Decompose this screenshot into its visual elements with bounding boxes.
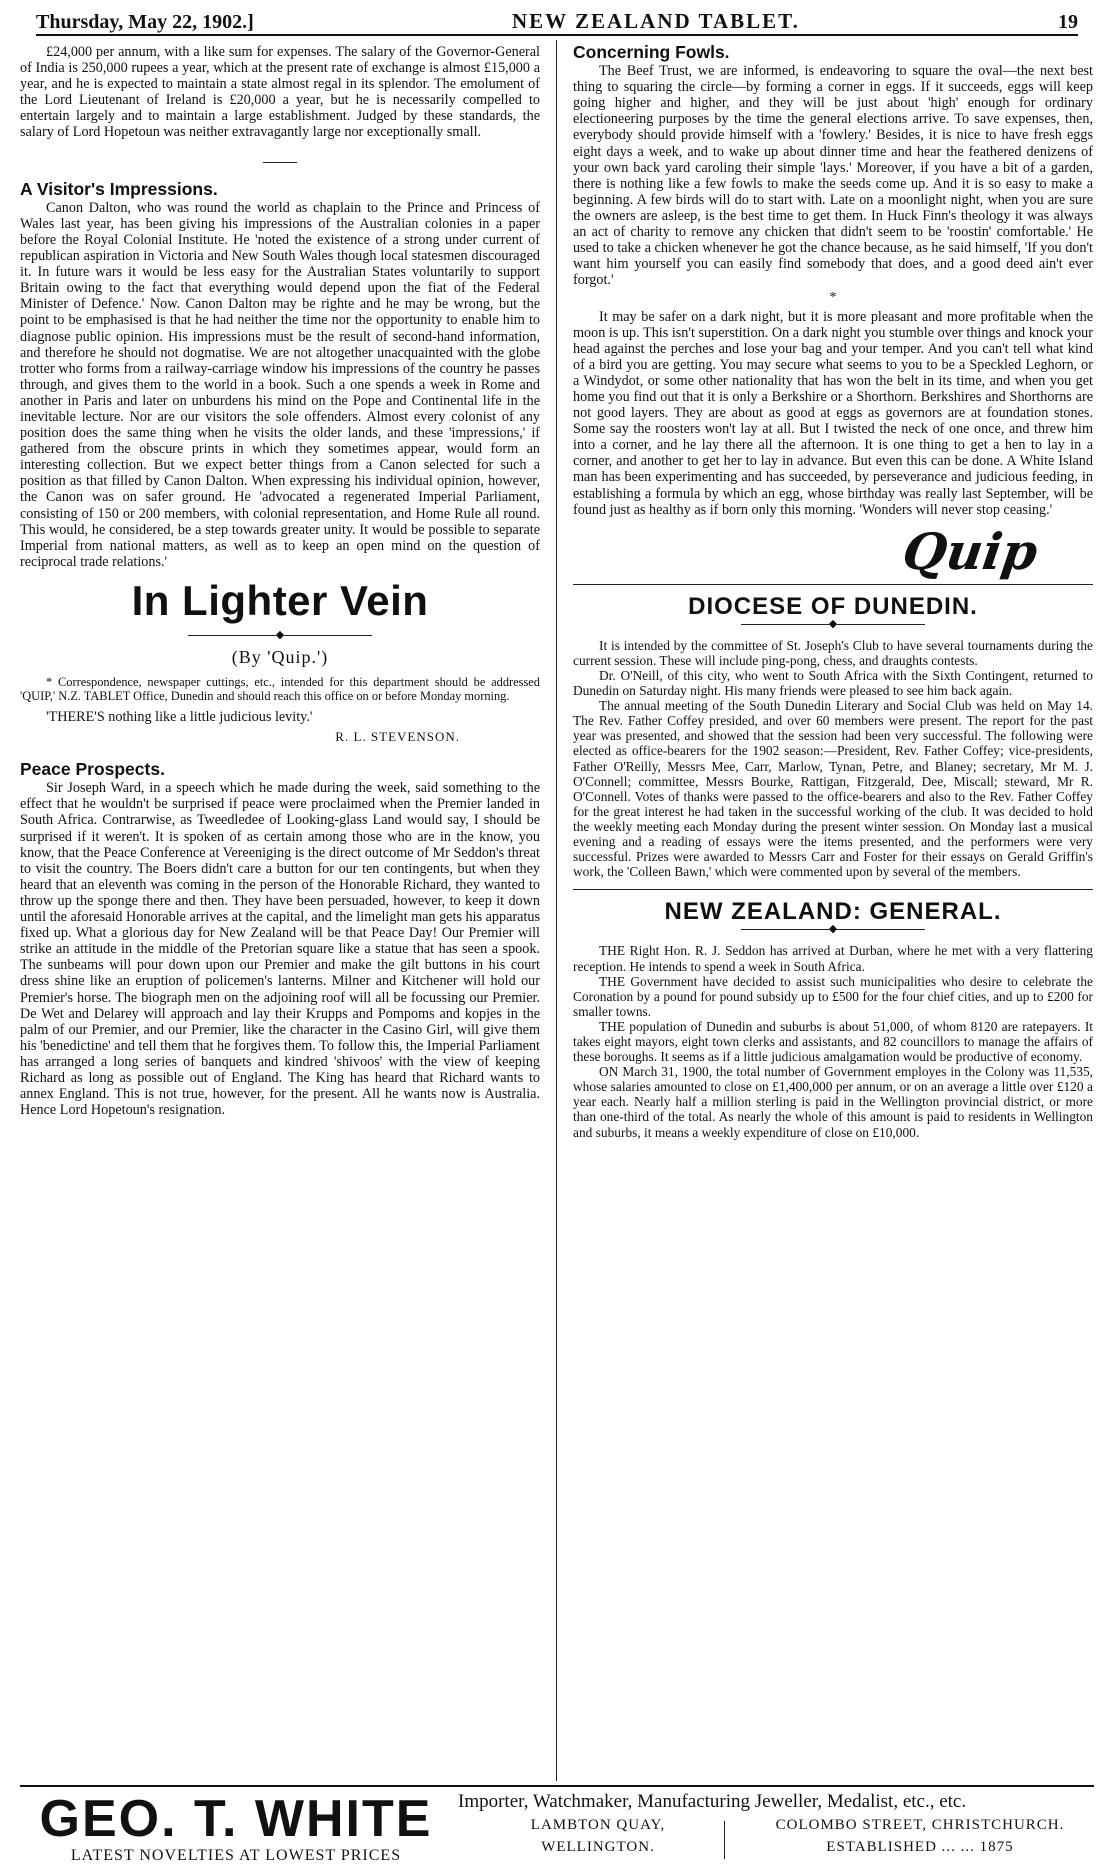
wellington-address-line2: WELLINGTON. [541, 1839, 655, 1855]
quip-signature: Quip [899, 521, 1042, 581]
lighter-vein-title: In Lighter Vein [131, 576, 429, 624]
left-column [20, 44, 540, 1118]
byline: (By 'Quip.') [231, 646, 329, 667]
address-divider [724, 1821, 725, 1859]
right-column [573, 44, 1093, 1140]
dunedin-paragraph-3: The annual meeting of the South Dunedin Literary and Social Club was held on May 14. The Rev. Father Coffey presided, and over 60 members were present. The report for the past year was presented, and showed that the session had been very successful. The following were elected as office-bearers for the 1902 season:—President, Rev. Father Coffey; vice-presidents, Father O'Reilly, Messrs Mee, Carr, Marlow, Tynan, Petre, and Blaney; secretary, Mr M. J. O'Connell; committee, Messrs Bourke, Rattigan, Fitzgerald, Dee, Miscall; steward, Mr R. O'Connell. Votes of thanks were passed to the office-bearers and also to the Rev. Father Coffey for the great interest he had taken in the successful working of the club. It was decided to hold the weekly meeting each Monday during the present winter session. On Monday last a musical evening and a reading of essays were the items presented, and the performers were very successful. Prizes were awarded to Messrs Carr and Foster for their essays on Gerald Griffin's work, the 'Colleen Bawn,' which were commented upon by several of the members. [573, 698, 1093, 880]
fowls-paragraph-1: The Beef Trust, we are informed, is endeavoring to square the oval—the next best thing to squaring the circle—by forming a corner in eggs. If it succeeds, eggs will keep going higher and higher, and they will be just about 'high' enough for ordinary electioneering purposes by the time the general elections arrive. To save expenses, then, everybody should provide himself with a 'fowlery.' Besides, it is nice to have fresh eggs eight days a week, and to wake up about dinner time and hear the feathered denizens of your own back yard caroling their simple 'lays.' Moreover, if you have a bit of a garden, there is nothing like a few fowls to make the seeds come up. And it is so easy to make a beginning. A few birds will do to start with. Late on a moonlight night, when you are sure the owners are asleep, is the best time to get them. In Huck Finn's theology it was always an act of charity to remove any chicken that didn't seem to be 'roostin' comfortable.' He used to take a chicken whenever he got the chance because, as he said himself, 'If you don't want him yourself you can easily find somebody that does, and a good deed ain't ever forgot.' [573, 63, 1093, 289]
ornament-divider: ◆ [573, 923, 1093, 935]
advertiser-name: GEO. T. WHITE [39, 1790, 433, 1848]
stevenson-quote: 'THERE'S nothing like a little judicious levity.' [46, 709, 313, 725]
christchurch-address: COLOMBO STREET, CHRISTCHURCH. [775, 1817, 1065, 1833]
hopetoun-salary-paragraph: £24,000 per annum, with a like sum for expenses. The salary of the Governor-General of India is 250,000 rupees a year, which at the present rate of exchange is almost £15,000 a year, and he is expected to maintain a state almost regal in its splendor. The emolument of the Lord Lieutenant of Ireland is £20,000 a year, but he is necessarily compelled to entertain largely and to maintain a large establishment. Judged by these standards, the salary of Lord Hopetoun was neither extravagantly large nor exceptionally small. [20, 44, 540, 141]
nz-general-heading: NEW ZEALAND: GENERAL. [664, 898, 1002, 926]
advertiser-description: Importer, Watchmaker, Manufacturing Jeweller, Medalist, etc., etc. [458, 1791, 967, 1812]
footer-advertisement [20, 1785, 1094, 1867]
section-dash [20, 151, 540, 167]
dunedin-paragraph-1: It is intended by the committee of St. Joseph's Club to have several tournaments during the current session. These will include ping-pong, chess, and draughts contests. [573, 637, 1093, 668]
concerning-fowls-heading: Concerning Fowls. [573, 42, 730, 62]
ornament-divider: ◆ [20, 629, 540, 641]
nz-paragraph-4: ON March 31, 1900, the total number of Government employes in the Colony was 11,535, whose salaries amounted to close on £1,400,000 per annum, or on an average a little over £120 a year each. Nearly half a million sterling is paid in the Wellington provincial district, or more than one-third of the total. As nearly the whole of this amount is paid to residents in Wellington and suburbs, it means a weekly expenditure of close on £10,000. [573, 1064, 1093, 1140]
section-rule [573, 584, 1093, 585]
diocese-heading: DIOCESE OF DUNEDIN. [688, 592, 978, 620]
header-date: Thursday, May 22, 1902.] [36, 11, 254, 33]
header-rule [36, 34, 1078, 36]
peace-prospects-body: Sir Joseph Ward, in a speech which he made during the week, said something to the effect that he wouldn't be surprised if peace were proclaimed when the Premier landed in South Africa. Contrarwise, as Tweedledee of Looking-glass Land would say, I should be surprised if it weren't. It is spoken of as certain among those who are in the know, you know, that the Peace Conference at Vereeniging is the direct outcome of Mr Seddon's threat to visit the country. The Boers didn't care a button for our ten contingents, but when they heard that an eleventh was coming in the person of the Honorable Richard, they wanted to throw up the sponge there and then. They have been persuaded, however, to keep it down until the aforesaid Honorable arrives at the capital, and the limelight man gets his apparatus fixed up. What a glorious day for New Zealand will be that Peace Day! Our Premier will strike an attitude in the middle of the Pretorian square like a statue that has seen a spook. The sunbeams will pour down upon our Premier and make the gilt buttons in his court dress shine like an eruption of policemen's lanterns. Milner and Kitchener will hold our Premier's horse. The biograph men on the adjoining roof will all be focussing our Premier. De Wet and Delarey will approach and lay their Krupps and Pompoms and kopjes in the palm of our Premier, and our Premier, like the character in the Casino Girl, will give them his 'benedictine' and tell them that he forgives them. To follow this, the Imperial Parliament has arranged a long series of banquets and kindred 'shivoos' with the view of keeping Richard as long as possible out of England. The King has heard that Richard wants to annex England. This is not true, however, for the present. All he wants now is Australia. Hence Lord Hopetoun's resignation. [20, 780, 540, 1119]
nz-paragraph-3: THE population of Dunedin and suburbs is about 51,000, of whom 8120 are ratepayers. It takes eight mayors, eight town clerks and assistants, and 82 councillors to manage the affairs of these boroughs. It seems as if a little judicious amalgamation would be productive of economy. [573, 1018, 1093, 1065]
peace-prospects-heading: Peace Prospects. [20, 759, 165, 780]
fowls-paragraph-2: It may be safer on a dark night, but it is more pleasant and more profitable when the moon is up. This isn't superstition. On a dark night you stumble over things and knock your head against the perches and lose your bag and your temper. And you can't tell what kind of a bird you are getting. You may secure what seems to you to be a Speckled Leghorn, or a Windydot, or some other nationality that has won the belt in its time, and when you get home you find out that it is only a Berkshire or a Shorthorn. Berkshires and Shorthorns are not good layers. They are about as good at eggs as governors are at foundation stones. Some say the roosters won't lay at all. But I twisted the neck of one once, and threw him into a corner, and he lay there all the afternoon. It is one thing to get a hen to lay in a corner, and another to get her to lay in advance. But even this can be done. A White Island man has been experimenting and has succeeded, by perseverance and judicious feeding, in establishing a formula by which an egg, whose birthday was really last September, will be found just as healthy as if born only this morning. 'Wonders will never stop ceasing.' [573, 308, 1093, 518]
page-number: 19 [1058, 11, 1078, 33]
established-year: ESTABLISHED ... ... 1875 [826, 1839, 1014, 1855]
wellington-address-line1: LAMBTON QUAY, [530, 1817, 666, 1833]
correspondence-note: * Correspondence, newspaper cuttings, etc., intended for this department should be addressed 'QUIP,' N.Z. TABLET Office, Dunedin and should reach this office on or before Monday morning. [20, 675, 540, 703]
nz-paragraph-2: THE Government have decided to assist such municipalities who desire to celebrate the Coronation by a pound for pound subsidy up to £500 for the four chief cities, and up to £200 for smaller towns. [573, 973, 1093, 1019]
section-star: * [829, 290, 837, 306]
visitor-impressions-heading: A Visitor's Impressions. [20, 178, 218, 199]
header-title: NEW ZEALAND TABLET. [511, 9, 800, 33]
quote-attribution: R. L. STEVENSON. [335, 729, 460, 745]
page-header [36, 8, 1078, 34]
advertiser-tagline: LATEST NOVELTIES AT LOWEST PRICES [70, 1847, 402, 1864]
dunedin-paragraph-2: Dr. O'Neill, of this city, who went to South Africa with the Sixth Contingent, returned to Dunedin on Saturday night. His many friends were pleased to see him back again. [573, 668, 1093, 699]
ornament-divider: ◆ [573, 618, 1093, 630]
section-rule [573, 889, 1093, 890]
nz-paragraph-1: THE Right Hon. R. J. Seddon has arrived at Durban, where he met with a very flattering reception. He intends to spend a week in South Africa. [573, 943, 1093, 974]
column-divider [556, 40, 557, 1781]
visitor-impressions-body: Canon Dalton, who was round the world as chaplain to the Prince and Princess of Wales last year, has been giving his impressions of the Australian colonies in a paper before the Royal Colonial Institute. He 'noted the existence of a strong under current of republican aspiration in Victoria and New South Wales though local statesmen discouraged it. In future wars it would be less easy for the Australian States voluntarily to support Britain owing to the fact that everything would depend upon the fiat of the Federal Minister of Defence.' Now. Canon Dalton may be righte and he may be wrong, but the point to be emphasised is that he had neither the time nor the opportunity to enable him to diagnose public opinion. His impressions must be the result of second-hand information, and therefore he should not dogmatise. We are not altogether unacquainted with the globe trotter who forms from a railway-carriage window his impressions of the country he passes through, and gives them to the world in a book. Such a one spends a week in Rome and another in Paris and later on unburdens his mind on the Pope and Continental life in the inevitable lecture. Nor are our visitors the sole offenders. Almost every colonist of any position does the same thing when he visits the older lands, and these 'impressions,' if gathered from the obscure prints in which they sometimes appear, would form an interesting collection. But we expect better things from a Canon selected for such a position as that filled by Canon Dalton. When expressing his individual opinion, however, the Canon was on safer ground. He 'advocated a regenerated Imperial Parliament, consisting of 150 or 200 members, with colonial representation, and Home Rule all round. This would, he considered, be a step towards greater unity. It would be possible to separate Imperial from national matters, as well as to keep an open mind on the question of reciprocal trade relations.' [20, 199, 540, 570]
